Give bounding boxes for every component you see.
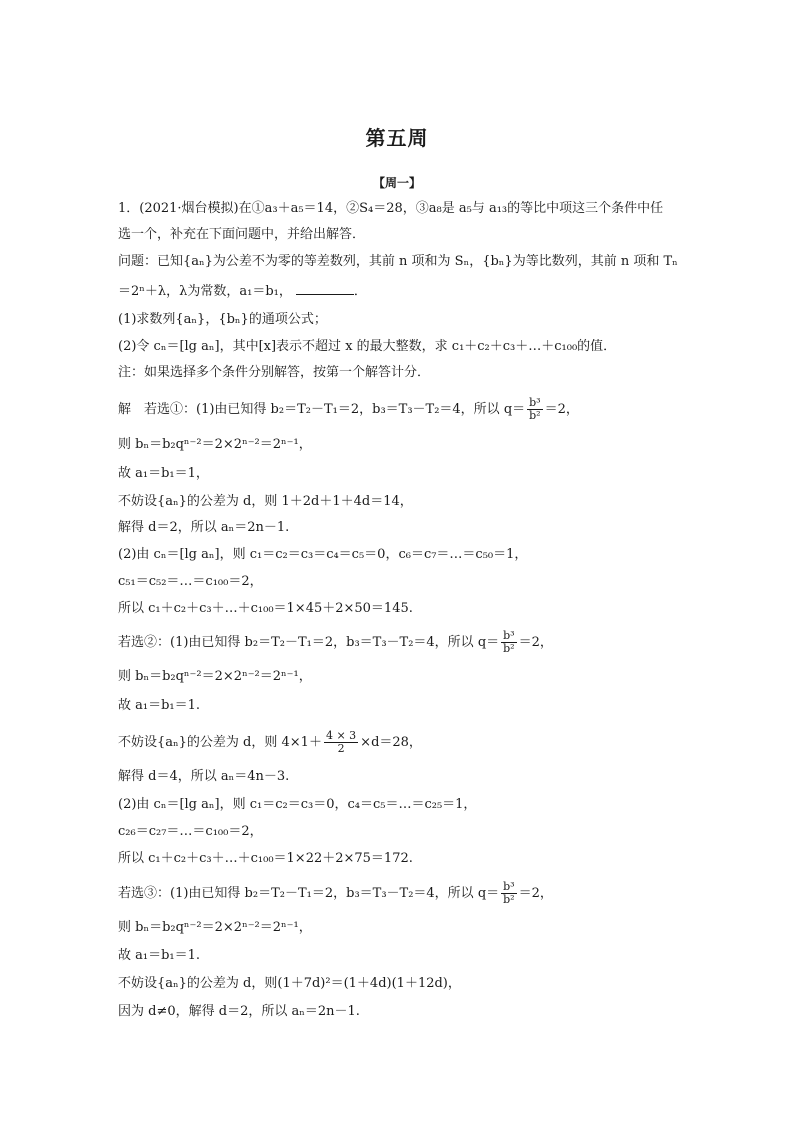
question-line-4-text: ＝2ⁿ＋λ，λ为常数，a₁＝b₁， — [118, 284, 292, 299]
solution-line-7: c₅₁＝c₅₂＝…＝c₁₀₀＝2， — [118, 574, 263, 589]
solution-line-10: 则 bₙ＝b₂qⁿ⁻²＝2×2ⁿ⁻²＝2ⁿ⁻¹， — [118, 669, 312, 684]
question-line-4 — [118, 282, 367, 301]
solution-line-14: (2)由 cₙ＝[lg aₙ]，则 c₁＝c₂＝c₃＝0，c₄＝c₅＝…＝c₂₅＝1， — [118, 797, 477, 812]
fraction-denominator: b² — [503, 642, 515, 655]
solution-line-9-text: 若选②：(1)由已知得 b₂＝T₂－T₁＝2，b₃＝T₃－T₂＝4，所以 q＝ — [118, 635, 500, 650]
answer-blank — [296, 282, 354, 295]
fraction-denominator: b² — [503, 893, 515, 906]
question-part-1: (1)求数列{aₙ}，{bₙ}的通项公式； — [118, 312, 327, 327]
solution-line-11: 故 a₁＝b₁＝1. — [118, 698, 201, 713]
solution-line-17 — [118, 881, 553, 906]
solution-line-20: 不妨设{aₙ}的公差为 d，则(1＋7d)²＝(1＋4d)(1＋12d)， — [118, 976, 461, 991]
question-line-1: 1．(2021·烟台模拟)在①a₃＋a₅＝14，②S₄＝28，③a₈是 a₅与 a₁₃的等比中项这三个条件中任 — [118, 201, 664, 216]
fraction — [501, 630, 516, 655]
fraction — [324, 730, 358, 755]
question-line-4-end: ． — [353, 284, 367, 299]
fraction — [501, 881, 516, 906]
solution-line-1-text: 解 若选①：(1)由已知得 b₂＝T₂－T₁＝2，b₃＝T₃－T₂＝4，所以 q＝ — [118, 402, 526, 417]
solution-line-2: 则 bₙ＝b₂qⁿ⁻²＝2×2ⁿ⁻²＝2ⁿ⁻¹， — [118, 437, 312, 452]
solution-line-15: c₂₆＝c₂₇＝…＝c₁₀₀＝2， — [118, 824, 263, 839]
solution-line-12-end: ×d＝28， — [360, 735, 422, 750]
solution-line-3: 故 a₁＝b₁＝1， — [118, 466, 209, 481]
fraction — [527, 397, 542, 422]
solution-line-12 — [118, 730, 422, 755]
solution-line-21: 因为 d≠0，解得 d＝2，所以 aₙ＝2n－1. — [118, 1004, 360, 1019]
question-line-3: 问题：已知{aₙ}为公差不为零的等差数列，其前 n 项和为 Sₙ，{bₙ}为等比数列，其前 n 项和 Tₙ — [118, 254, 678, 269]
solution-line-16: 所以 c₁＋c₂＋c₃＋…＋c₁₀₀＝1×22＋2×75＝172. — [118, 851, 413, 866]
solution-line-9-end: ＝2， — [518, 635, 553, 650]
solution-line-6: (2)由 cₙ＝[lg aₙ]，则 c₁＝c₂＝c₃＝c₄＝c₅＝0，c₆＝c₇＝…＝c₅₀＝1， — [118, 547, 528, 562]
section-heading: 【周一】 — [372, 176, 421, 190]
question-note: 注：如果选择多个条件分别解答，按第一个解答计分． — [118, 365, 431, 380]
solution-line-17-text: 若选③：(1)由已知得 b₂＝T₂－T₁＝2，b₃＝T₃－T₂＝4，所以 q＝ — [118, 886, 500, 901]
fraction-numerator: b³ — [529, 396, 541, 409]
page-title: 第五周 — [365, 126, 429, 150]
solution-line-5: 解得 d＝2，所以 aₙ＝2n－1. — [118, 520, 290, 535]
solution-line-1-end: ＝2， — [544, 402, 579, 417]
solution-line-18: 则 bₙ＝b₂qⁿ⁻²＝2×2ⁿ⁻²＝2ⁿ⁻¹， — [118, 920, 312, 935]
question-line-2: 选一个，补充在下面问题中，并给出解答． — [118, 227, 366, 242]
fraction-denominator: b² — [529, 409, 541, 422]
fraction-numerator: b³ — [503, 880, 515, 893]
fraction-numerator: b³ — [503, 629, 515, 642]
solution-line-12-text: 不妨设{aₙ}的公差为 d，则 4×1＋ — [118, 735, 322, 750]
solution-line-4: 不妨设{aₙ}的公差为 d，则 1＋2d＋1＋4d＝14， — [118, 494, 413, 509]
fraction-numerator: 4 × 3 — [325, 729, 357, 742]
solution-line-1 — [118, 397, 579, 422]
solution-line-13: 解得 d＝4，所以 aₙ＝4n－3. — [118, 769, 290, 784]
solution-line-19: 故 a₁＝b₁＝1. — [118, 948, 201, 963]
question-part-2: (2)令 cₙ＝[lg aₙ]，其中[x]表示不超过 x 的最大整数，求 c₁＋c₂＋c₃＋…＋c₁₀₀的值． — [118, 339, 617, 354]
solution-line-17-end: ＝2， — [518, 886, 553, 901]
solution-line-8: 所以 c₁＋c₂＋c₃＋…＋c₁₀₀＝1×45＋2×50＝145. — [118, 601, 413, 616]
fraction-denominator: 2 — [337, 742, 345, 755]
solution-line-9 — [118, 630, 553, 655]
